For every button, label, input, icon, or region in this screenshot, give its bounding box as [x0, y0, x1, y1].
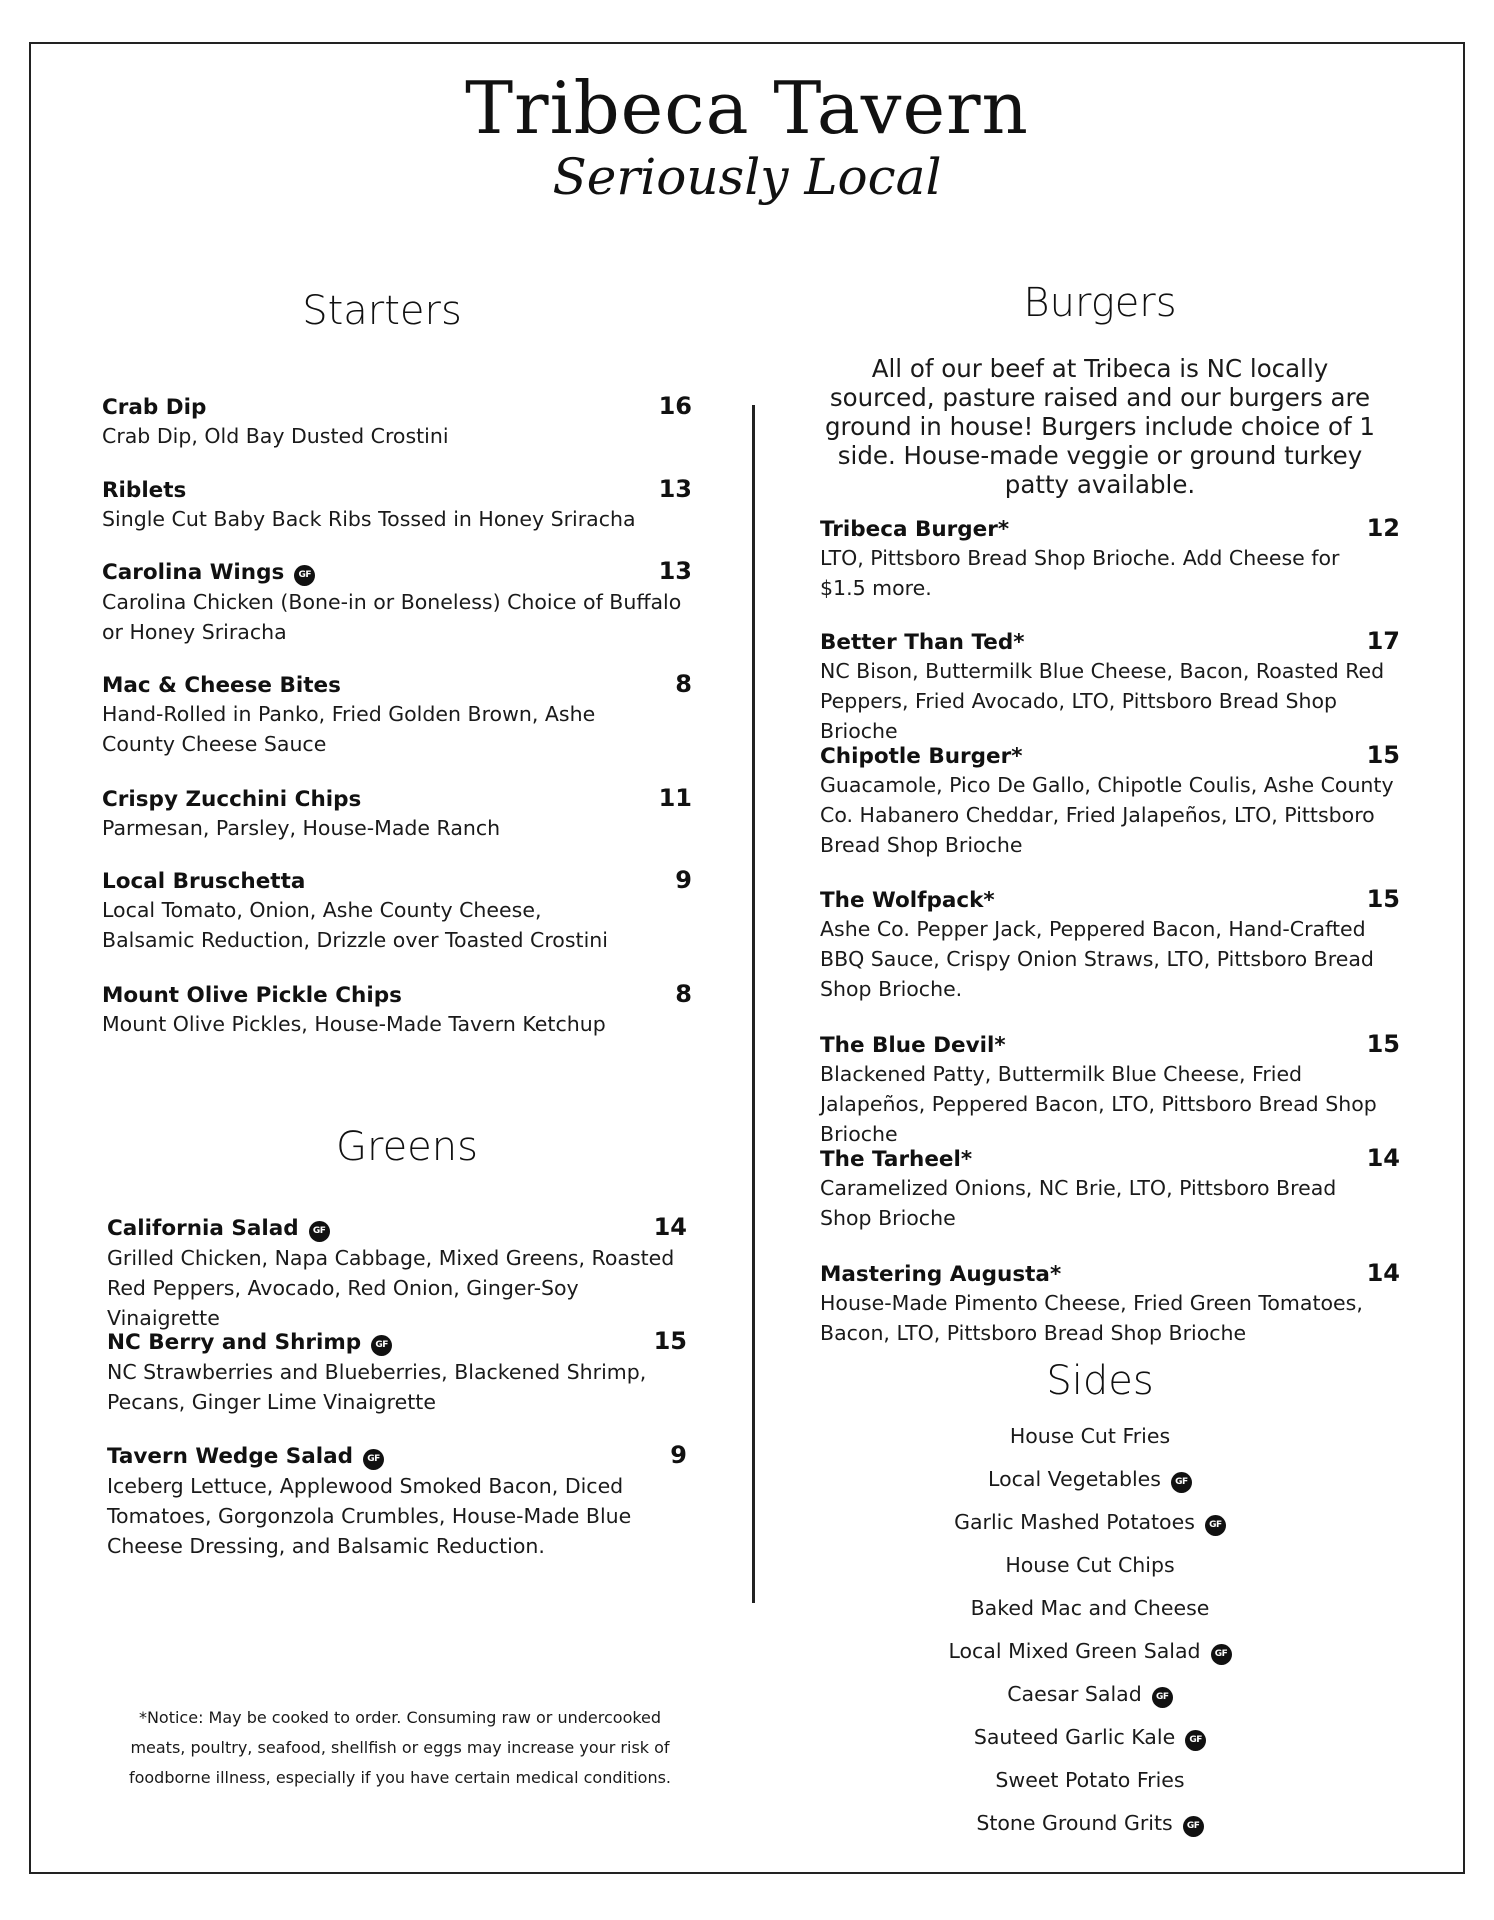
item-name: Carolina Wings GF: [102, 560, 315, 586]
side-item: Local Vegetables GF: [900, 1467, 1280, 1493]
menu-item-crispy-zucchini-chips: [102, 784, 692, 843]
item-name: The Blue Devil*: [820, 1033, 1006, 1058]
menu-item-tribeca-burger: [820, 514, 1400, 603]
burgers-heading: Burgers: [1023, 280, 1177, 326]
food-safety-notice: *Notice: May be cooked to order. Consuming raw or undercooked meats, poultry, seafood, shellfish or eggs may increase your risk of foodborne illness, especially if you have certain medical conditions.: [128, 1708, 672, 1787]
item-price: 14: [1366, 1259, 1400, 1287]
item-price: 8: [675, 980, 692, 1008]
item-name: NC Berry and Shrimp GF: [107, 1330, 392, 1356]
item-price: 15: [1366, 885, 1400, 913]
item-description: Crab Dip, Old Bay Dusted Crostini: [102, 424, 449, 448]
item-name: The Tarheel*: [820, 1147, 973, 1172]
item-name: Better Than Ted*: [820, 630, 1025, 655]
menu-item-crab-dip: [102, 392, 692, 451]
menu-item-better-than-ted: [820, 627, 1400, 746]
item-description: Grilled Chicken, Napa Cabbage, Mixed Greens, Roasted Red Peppers, Avocado, Red Onion, Ginger-Soy Vinaigrette: [107, 1245, 675, 1330]
item-description: Blackened Patty, Buttermilk Blue Cheese, Fried Jalapeños, Peppered Bacon, LTO, Pittsboro Bread Shop Brioche: [820, 1062, 1377, 1146]
greens-heading: Greens: [336, 1124, 478, 1170]
item-price: 9: [670, 1441, 687, 1469]
item-description: Hand-Rolled in Panko, Fried Golden Brown, Ashe County Cheese Sauce: [102, 702, 596, 756]
item-name: The Wolfpack*: [820, 888, 995, 913]
menu-item-mount-olive-pickle-chips: [102, 980, 692, 1039]
item-description: LTO, Pittsboro Bread Shop Brioche. Add Cheese for $1.5 more.: [820, 546, 1340, 600]
side-item: House Cut Fries: [1009, 1424, 1171, 1448]
gluten-free-icon: GF: [1205, 1515, 1226, 1536]
side-item: Caesar Salad GF: [900, 1682, 1280, 1708]
item-price: 12: [1366, 514, 1400, 542]
menu-item-local-bruschetta: [102, 866, 692, 955]
menu-item-the-tarheel: [820, 1144, 1400, 1233]
menu-item-nc-berry-shrimp: [107, 1327, 687, 1417]
item-price: 11: [658, 784, 692, 812]
item-description: Mount Olive Pickles, House-Made Tavern Ketchup: [102, 1012, 606, 1036]
side-item: Stone Ground Grits GF: [900, 1811, 1280, 1837]
item-price: 14: [653, 1213, 687, 1241]
gluten-free-icon: GF: [1211, 1644, 1232, 1665]
item-name: Mastering Augusta*: [820, 1262, 1062, 1287]
item-description: Carolina Chicken (Bone-in or Boneless) Choice of Buffalo or Honey Sriracha: [102, 589, 682, 644]
item-description: Ashe Co. Pepper Jack, Peppered Bacon, Hand-Crafted BBQ Sauce, Crispy Onion Straws, LTO, Pittsboro Bread Shop Brioche.: [820, 917, 1374, 1001]
item-description: NC Bison, Buttermilk Blue Cheese, Bacon, Roasted Red Peppers, Fried Avocado, LTO, Pittsboro Bread Shop Brioche: [820, 659, 1385, 743]
starters-heading: Starters: [302, 288, 462, 334]
menu-item-riblets: [102, 475, 692, 534]
item-price: 15: [653, 1327, 687, 1355]
menu-item-mastering-augusta: [820, 1259, 1400, 1348]
item-price: 8: [675, 670, 692, 698]
item-name: Tribeca Burger*: [820, 517, 1010, 542]
gluten-free-icon: GF: [1171, 1472, 1192, 1493]
item-name: Mac & Cheese Bites: [102, 673, 341, 698]
item-price: 13: [658, 475, 692, 503]
item-price: 9: [675, 866, 692, 894]
side-item: Garlic Mashed Potatoes GF: [900, 1510, 1280, 1536]
side-item: House Cut Chips: [1005, 1553, 1175, 1577]
side-item: Sauteed Garlic Kale GF: [900, 1725, 1280, 1751]
burgers-intro: All of our beef at Tribeca is NC locally sourced, pasture raised and our burgers are ground in house! Burgers include choice of 1 side. House-made veggie or ground turkey patty available.: [825, 354, 1375, 499]
menu-item-california-salad: [107, 1213, 687, 1333]
side-item: Baked Mac and Cheese: [970, 1596, 1210, 1620]
item-price: 17: [1366, 627, 1400, 655]
item-description: Parmesan, Parsley, House-Made Ranch: [102, 816, 501, 840]
menu-item-mac-cheese-bites: [102, 670, 692, 759]
gluten-free-icon: GF: [1152, 1687, 1173, 1708]
menu-item-tavern-wedge-salad: [107, 1441, 687, 1561]
item-description: House-Made Pimento Cheese, Fried Green Tomatoes, Bacon, LTO, Pittsboro Bread Shop Brioche: [820, 1291, 1363, 1345]
sides-heading: Sides: [1046, 1358, 1154, 1404]
column-divider: [752, 405, 755, 1603]
item-name: Mount Olive Pickle Chips: [102, 983, 402, 1008]
menu-item-the-wolfpack: [820, 885, 1400, 1004]
item-price: 15: [1366, 741, 1400, 769]
item-price: 14: [1366, 1144, 1400, 1172]
side-item: Sweet Potato Fries: [995, 1768, 1185, 1792]
item-name: Riblets: [102, 478, 187, 503]
item-description: NC Strawberries and Blueberries, Blackened Shrimp, Pecans, Ginger Lime Vinaigrette: [107, 1359, 647, 1414]
item-name: Local Bruschetta: [102, 869, 306, 894]
item-price: 16: [658, 392, 692, 420]
item-name: California Salad GF: [107, 1216, 330, 1242]
item-description: Local Tomato, Onion, Ashe County Cheese, Balsamic Reduction, Drizzle over Toasted Crostini: [102, 898, 608, 952]
menu-item-the-blue-devil: [820, 1030, 1400, 1149]
side-item: Local Mixed Green Salad GF: [900, 1639, 1280, 1665]
item-price: 13: [658, 557, 692, 585]
gluten-free-icon: GF: [1185, 1730, 1206, 1751]
gluten-free-icon: GF: [371, 1335, 392, 1356]
item-description: Caramelized Onions, NC Brie, LTO, Pittsboro Bread Shop Brioche: [820, 1176, 1337, 1230]
item-name: Crab Dip: [102, 395, 207, 420]
item-description: Guacamole, Pico De Gallo, Chipotle Coulis, Ashe County Co. Habanero Cheddar, Fried Jalapeños, LTO, Pittsboro Bread Shop Brioche: [820, 773, 1394, 857]
gluten-free-icon: GF: [363, 1449, 384, 1470]
restaurant-tagline: Seriously Local: [552, 148, 942, 206]
item-price: 15: [1366, 1030, 1400, 1058]
gluten-free-icon: GF: [294, 565, 315, 586]
item-name: Chipotle Burger*: [820, 744, 1023, 769]
gluten-free-icon: GF: [309, 1221, 330, 1242]
menu-item-carolina-wings: [102, 557, 692, 647]
item-name: Tavern Wedge Salad GF: [107, 1444, 384, 1470]
restaurant-name: Tribeca Tavern: [465, 66, 1029, 150]
item-description: Single Cut Baby Back Ribs Tossed in Honey Sriracha: [102, 507, 636, 531]
item-name: Crispy Zucchini Chips: [102, 787, 362, 812]
menu-item-chipotle-burger: [820, 741, 1400, 860]
item-description: Iceberg Lettuce, Applewood Smoked Bacon, Diced Tomatoes, Gorgonzola Crumbles, House-Made Blue Cheese Dressing, and Balsamic Reduction.: [107, 1473, 632, 1558]
gluten-free-icon: GF: [1183, 1816, 1204, 1837]
